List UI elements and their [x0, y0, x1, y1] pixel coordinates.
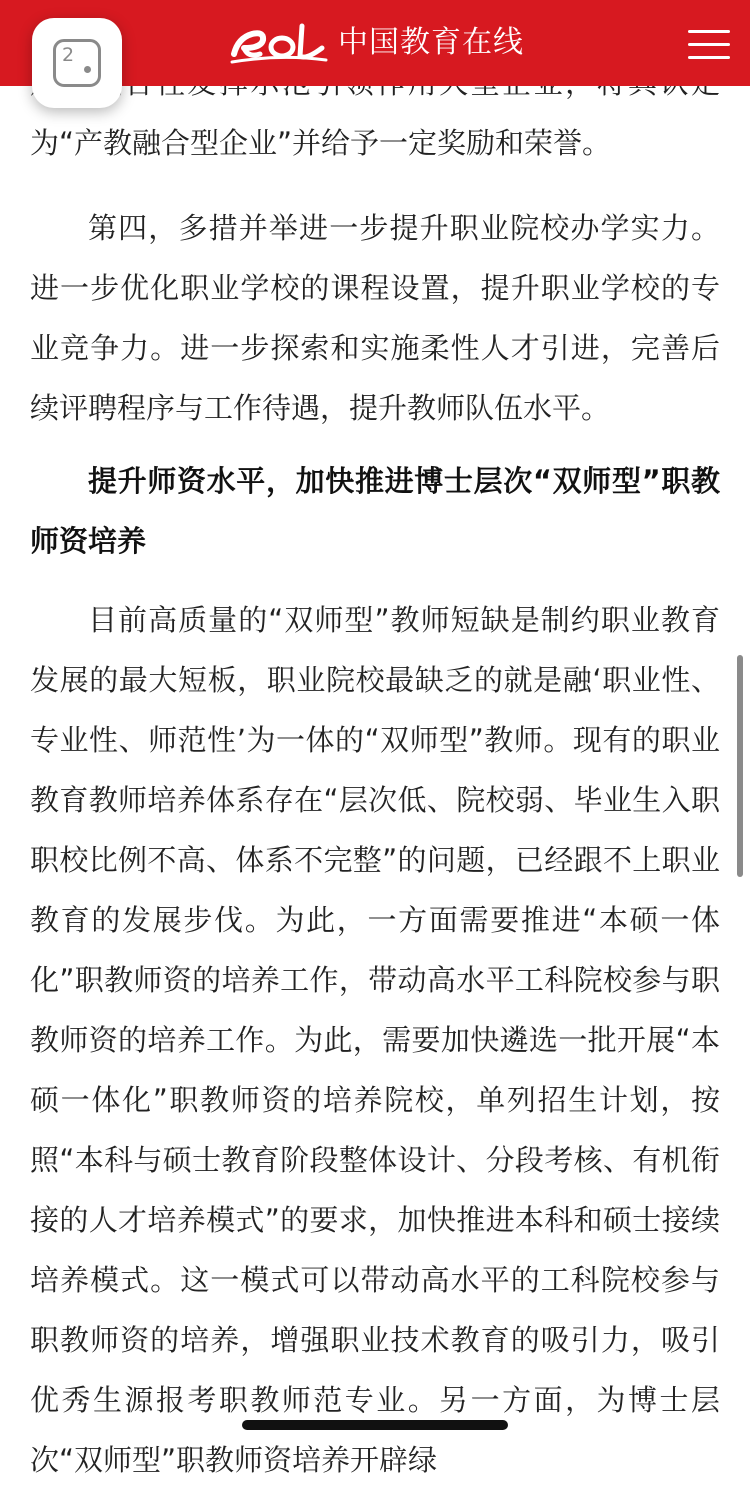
tab-switcher-icon — [53, 39, 101, 87]
vertical-scrollbar[interactable] — [737, 655, 743, 877]
article-paragraph: 目前高质量的“双师型”教师短缺是制约职业教育发展的最大短板，职业院校最缺乏的就是融‘职业性、专业性、师范性’为一体的“双师型”教师。现有的职业教育教师培养体系存在“层次低、院校弱、毕业生入职职校比例不高、体系不完整”的问题，已经跟不上职业教育的发展步伐。为此，一方面需要推进“本硕一体化”职教师资的培养工作，带动高水平工科院校参与职教师资的培养工作。为此，需要加快遴选一批开展“本硕一体化”职教师资的培养院校，单列招生计划，按照“本科与硕士教育阶段整体设计、分段考核、有机衔接的人才培养模式”的要求，加快推进本科和硕士接续培养模式。这一模式可以带动高水平的工科院校参与职教师资的培养，增强职业技术教育的吸引力，吸引优秀生源报考职教师范专业。另一方面，为博士层次“双师型”职教师资培养开辟绿 — [30, 603, 720, 1477]
tab-dot-icon — [84, 66, 91, 73]
eol-logo-icon — [230, 18, 328, 68]
tab-count: 2 — [62, 44, 75, 66]
hamburger-menu-icon[interactable] — [686, 26, 732, 62]
article-paragraph: 第四，多措并举进一步提升职业院校办学实力。进一步优化职业学校的课程设置，提升职业学校的专业竞争力。进一步探索和实施柔性人才引进，完善后续评聘程序与工作待遇，提升教师队伍水平。 — [30, 211, 720, 425]
section-heading: 提升师资水平，加快推进博士层次“双师型”职教师资培养 — [30, 464, 720, 558]
site-name: 中国教育在线 — [338, 25, 524, 60]
article-body — [30, 0, 720, 1477]
site-logo[interactable] — [230, 18, 524, 68]
home-indicator[interactable] — [242, 1420, 508, 1430]
tab-switcher-button[interactable] — [32, 18, 122, 108]
article-paragraph: 为“产教融合型企业”并给予一定奖励和荣誉。 — [30, 126, 612, 160]
